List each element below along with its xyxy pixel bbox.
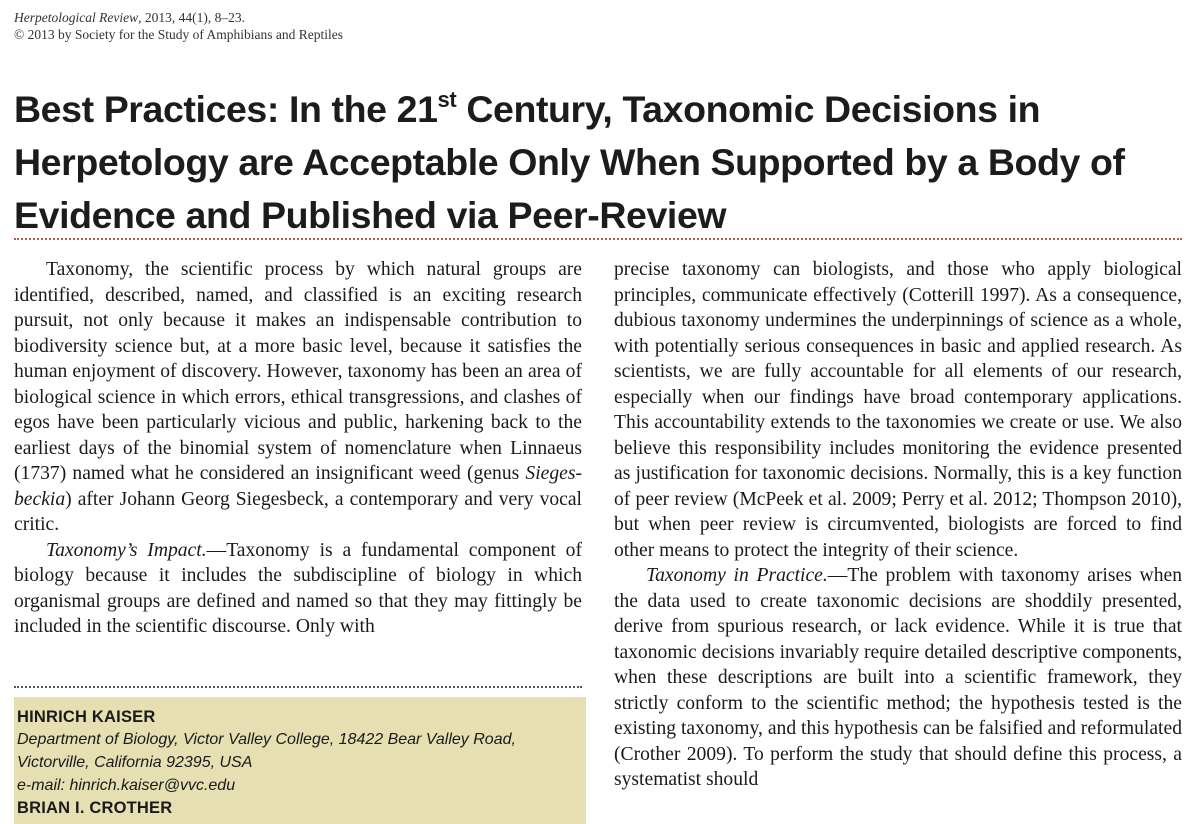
impact-text: —Taxonomy is a fundamental component of biology because it includes the subdiscipline of biology in which organismal groups are defined and named so that they may fittingly be included in the scientific discourse. Only with — [14, 539, 582, 637]
intro-text-b: ) after Johann Georg Siegesbeck, a contemporary and very vocal critic. — [14, 488, 582, 535]
left-column — [14, 257, 582, 640]
author-1-email: e-mail: hinrich.kaiser@vvc.edu — [17, 777, 236, 794]
title-divider — [14, 238, 1182, 240]
paragraph-continued: precise taxonomy can biologists, and those who apply biological principles, communicate effectively (Cotterill 1997). As a consequence, dubious taxonomy undermines the underpinnings of science as a whole, with potentially serious consequences in basic and applied research. As scientists, we are fully accountable for all elements of our research, especially when our findings have broad contemporary applications. This accountability extends to the taxonomies we create or use. We also believe this responsibility includes monitoring the evidence presented as justification for taxonomic decisions. Normally, this is a key function of peer review (McPeek et al. 2009; Perry et al. 2012; Thompson 2010), but when peer review is circumvented, biologists are forced to find other means to protect the integrity of their science. — [614, 259, 1182, 561]
title-superscript: st — [437, 87, 457, 112]
copyright-line: © 2013 by Society for the Study of Amphibians and Reptiles — [14, 27, 343, 42]
journal-name: Herpetological Review — [14, 10, 139, 25]
practice-text: —The problem with taxonomy arises when the data used to create taxonomic decisions are shoddily presented, derive from spurious research, or lack evidence. While it is true that taxonomic decisions invariably require detailed descriptive components, when these descriptions are built into a scientific framework, they strictly conform to the scientific method; the hypothesis tested is the existing taxonomy, and this hypothesis can be falsified and reformulated (Crother 2009). To perform the study that should define this process, a systematist should — [614, 565, 1182, 790]
citation-line — [14, 9, 343, 26]
title-part-2: Century, Taxonomic Decisions in Herpetology are Acceptable Only When Supported by a Body of Evidence and Published via Peer-Review — [14, 88, 1125, 236]
title-part-1: Best Practices: In the 21 — [14, 88, 438, 130]
author-name-2: BRIAN I. CROTHER — [17, 799, 173, 817]
section-heading-practice: Taxonomy in Practice. — [646, 565, 828, 586]
citation-details: , 2013, 44(1), 8–23. — [138, 10, 245, 25]
author-1-department: Department of Biology, Victor Valley College, 18422 Bear Valley Road, — [17, 731, 516, 748]
section-heading-impact: Taxonomy’s Impact. — [46, 539, 207, 561]
intro-text-a: Taxonomy, the scientific process by which natural groups are identified, described, named, and classified is an exciting research pursuit, not only because it makes an indispensable contribution to biodiversity science but, at a more basic level, because it satisfies the human enjoyment of discovery. However, taxonomy has been an area of biological science in which errors, ethical transgressions, and clashes of egos have been particularly vicious and public, harkening back to the earliest days of the binomial system of nomenclature when Linnaeus (1737) named what he considered an insignificant weed (genus — [14, 259, 582, 484]
author-name-1: HINRICH KAISER — [17, 708, 156, 726]
genus-name: Siegesbeckia — [14, 463, 582, 510]
paragraph-impact — [14, 538, 582, 640]
journal-header — [14, 9, 343, 43]
author-1-address: Victorville, California 92395, USA — [17, 754, 253, 771]
article-title — [14, 83, 1194, 242]
affiliation-box — [14, 697, 586, 824]
paragraph-practice — [614, 563, 1182, 793]
right-column — [614, 257, 1182, 793]
affiliation-divider — [14, 686, 582, 688]
paragraph-intro — [14, 257, 582, 538]
